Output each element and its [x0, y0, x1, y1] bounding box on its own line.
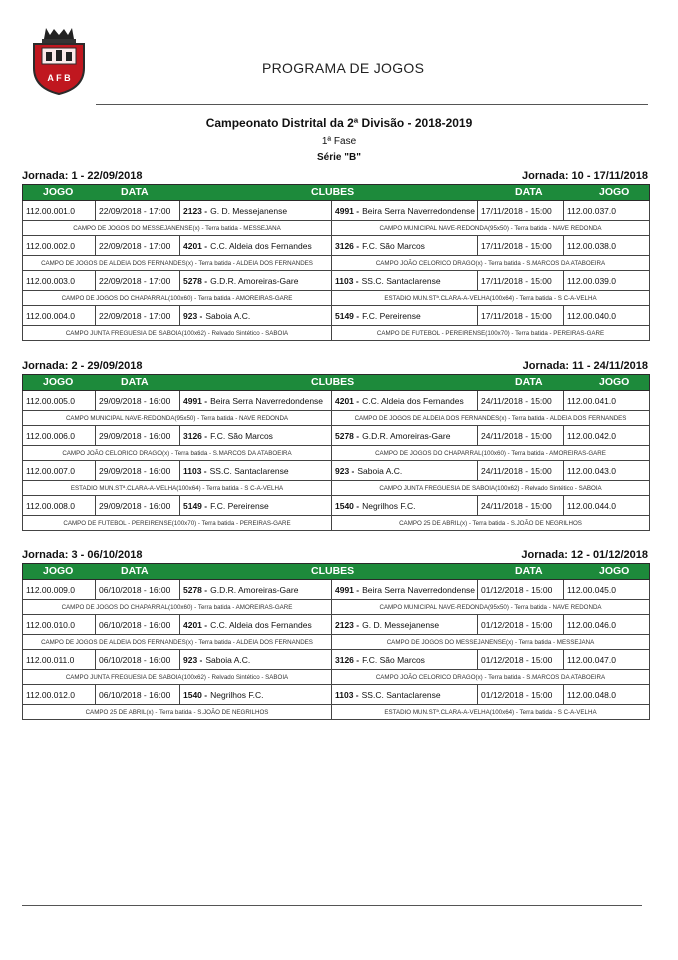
match-row — [23, 271, 649, 291]
match-date-home: 22/09/2018 - 17:00 — [95, 201, 179, 220]
venue-home: CAMPO JUNTA FREGUESIA DE SABOIA(100x62) - Relvado Sintético - SABOIA — [65, 329, 289, 337]
venue-row — [23, 705, 649, 719]
home-club-code: 5149 - — [183, 500, 208, 511]
venue-return: CAMPO JOÃO CELORICO DRAGO(x) - Terra batida - S.MARCOS DA ATABOEIRA — [331, 256, 649, 270]
match-date-return: 17/11/2018 - 15:00 — [477, 271, 563, 290]
away-club-name: F.C. Pereirense — [362, 310, 421, 321]
home-club-name: Beira Serra Naverredondense — [210, 395, 324, 406]
match-number-return: 112.00.041.0 — [563, 391, 649, 410]
column-header-bar — [22, 374, 650, 391]
match-date-home: 06/10/2018 - 16:00 — [95, 580, 179, 599]
match-number-home: 112.00.010.0 — [26, 619, 75, 630]
away-club — [331, 236, 477, 255]
venue-row — [23, 446, 649, 461]
away-club-name: Beira Serra Naverredondense — [362, 205, 476, 216]
match-number-return: 112.00.043.0 — [563, 461, 649, 480]
match-row — [23, 615, 649, 635]
venue-row — [23, 600, 649, 615]
away-club-code: 4991 - — [335, 205, 360, 216]
match-number-home: 112.00.009.0 — [26, 584, 75, 595]
venue-row — [23, 256, 649, 271]
match-row — [23, 306, 649, 326]
home-club-name: C.C. Aldeia dos Fernandes — [210, 619, 312, 630]
away-club-name: SS.C. Santaclarense — [361, 689, 441, 700]
home-club-code: 923 - — [183, 310, 203, 321]
away-club — [331, 580, 477, 599]
away-club-code: 3126 - — [335, 654, 360, 665]
home-club-code: 1540 - — [183, 689, 208, 700]
home-club-code: 4201 - — [183, 240, 208, 251]
footer-divider — [22, 905, 642, 906]
away-club-code: 1103 - — [335, 689, 359, 700]
match-row — [23, 580, 649, 600]
col-data-right: DATA — [515, 186, 543, 198]
match-date-return: 17/11/2018 - 15:00 — [477, 201, 563, 220]
venue-return: ESTADIO MUN.STª.CLARA-A-VELHA(100x64) - Terra batida - S C-A-VELHA — [331, 705, 649, 719]
home-club-name: SS.C. Santaclarense — [209, 465, 289, 476]
away-club — [331, 461, 477, 480]
match-number-return: 112.00.046.0 — [563, 615, 649, 634]
match-table — [22, 391, 650, 531]
venue-home: CAMPO 25 DE ABRIL(x) - Terra batida - S.JOÃO DE NEGRILHOS — [85, 708, 269, 716]
home-club-code: 1103 - — [183, 465, 207, 476]
match-row — [23, 685, 649, 705]
match-table — [22, 201, 650, 341]
home-club-name: Saboia A.C. — [205, 310, 251, 321]
match-date-return: 01/12/2018 - 15:00 — [477, 685, 563, 704]
competition-serie: Série "B" — [317, 152, 361, 163]
away-club — [331, 650, 477, 669]
match-date-home: 06/10/2018 - 16:00 — [95, 650, 179, 669]
round-block — [22, 547, 650, 720]
away-club-name: G. D. Messejanense — [362, 619, 440, 630]
home-club-name: G. D. Messejanense — [210, 205, 288, 216]
home-club-name: G.D.R. Amoreiras-Gare — [210, 275, 299, 286]
home-club — [179, 271, 331, 290]
venue-home: CAMPO DE JOGOS DO CHAPARRAL(100x60) - Terra batida - AMOREIRAS-GARE — [61, 603, 293, 611]
venue-row — [23, 635, 649, 650]
away-club — [331, 306, 477, 325]
match-date-home: 29/09/2018 - 16:00 — [95, 391, 179, 410]
venue-return: ESTADIO MUN.STª.CLARA-A-VELHA(100x64) - Terra batida - S C-A-VELHA — [331, 291, 649, 305]
venue-row — [23, 291, 649, 306]
svg-text:A F B: A F B — [47, 73, 71, 83]
match-number-return: 112.00.047.0 — [563, 650, 649, 669]
venue-home: CAMPO DE JOGOS DE ALDEIA DOS FERNANDES(x) - Terra batida - ALDEIA DOS FERNANDES — [41, 259, 313, 267]
home-club-name: F.C. Pereirense — [210, 500, 269, 511]
match-number-return: 112.00.039.0 — [563, 271, 649, 290]
col-clubes: CLUBES — [311, 565, 355, 577]
match-number-home: 112.00.006.0 — [26, 430, 75, 441]
venue-return: CAMPO DE JOGOS DE ALDEIA DOS FERNANDES(x) - Terra batida - ALDEIA DOS FERNANDES — [331, 411, 649, 425]
match-date-return: 24/11/2018 - 15:00 — [477, 496, 563, 515]
home-club-code: 4991 - — [183, 395, 208, 406]
match-date-home: 29/09/2018 - 16:00 — [95, 461, 179, 480]
away-club-code: 5278 - — [335, 430, 360, 441]
home-club-code: 5278 - — [183, 275, 208, 286]
round-right-label: Jornada: 11 - 24/11/2018 — [522, 360, 648, 372]
match-date-home: 22/09/2018 - 17:00 — [95, 236, 179, 255]
match-date-return: 01/12/2018 - 15:00 — [477, 580, 563, 599]
venue-return: CAMPO DE FUTEBOL - PEREIRENSE(100x70) - Terra batida - PEREIRAS-GARE — [331, 326, 649, 340]
match-number-home: 112.00.005.0 — [26, 395, 75, 406]
match-number-home: 112.00.002.0 — [26, 240, 75, 251]
venue-row — [23, 411, 649, 426]
round-block — [22, 168, 650, 341]
away-club-code: 1540 - — [335, 500, 360, 511]
venue-row — [23, 516, 649, 530]
match-number-return: 112.00.040.0 — [563, 306, 649, 325]
venue-home: CAMPO DE JOGOS DE ALDEIA DOS FERNANDES(x) - Terra batida - ALDEIA DOS FERNANDES — [41, 638, 313, 646]
match-date-return: 17/11/2018 - 15:00 — [477, 306, 563, 325]
match-date-return: 24/11/2018 - 15:00 — [477, 391, 563, 410]
venue-return: CAMPO JOÃO CELORICO DRAGO(x) - Terra batida - S.MARCOS DA ATABOEIRA — [331, 670, 649, 684]
away-club-name: G.D.R. Amoreiras-Gare — [362, 430, 451, 441]
col-jogo-right: JOGO — [599, 565, 630, 577]
match-number-home: 112.00.003.0 — [26, 275, 75, 286]
home-club-code: 3126 - — [183, 430, 208, 441]
home-club — [179, 201, 331, 220]
away-club-name: Beira Serra Naverredondense — [362, 584, 476, 595]
match-date-home: 22/09/2018 - 17:00 — [95, 306, 179, 325]
match-number-home: 112.00.001.0 — [26, 205, 75, 216]
round-header — [22, 168, 650, 184]
match-row — [23, 496, 649, 516]
home-club — [179, 236, 331, 255]
col-data-right: DATA — [515, 565, 543, 577]
col-clubes: CLUBES — [311, 376, 355, 388]
round-left-label: Jornada: 3 - 06/10/2018 — [22, 549, 143, 561]
round-block — [22, 358, 650, 531]
match-row — [23, 650, 649, 670]
match-date-home: 29/09/2018 - 16:00 — [95, 496, 179, 515]
col-data-left: DATA — [121, 376, 149, 388]
home-club-name: G.D.R. Amoreiras-Gare — [210, 584, 299, 595]
match-number-home: 112.00.007.0 — [26, 465, 75, 476]
away-club-code: 4201 - — [335, 395, 360, 406]
round-right-label: Jornada: 10 - 17/11/2018 — [522, 170, 648, 182]
match-number-return: 112.00.044.0 — [563, 496, 649, 515]
match-date-return: 24/11/2018 - 15:00 — [477, 461, 563, 480]
match-date-return: 01/12/2018 - 15:00 — [477, 650, 563, 669]
home-club — [179, 650, 331, 669]
venue-row — [23, 221, 649, 236]
match-number-home: 112.00.008.0 — [26, 500, 75, 511]
home-club — [179, 685, 331, 704]
venue-home: CAMPO DE FUTEBOL - PEREIRENSE(100x70) - Terra batida - PEREIRAS-GARE — [63, 519, 291, 527]
away-club-name: F.C. São Marcos — [362, 240, 425, 251]
venue-row — [23, 326, 649, 340]
home-club-code: 2123 - — [183, 205, 208, 216]
away-club-code: 4991 - — [335, 584, 360, 595]
venue-home: CAMPO DE JOGOS DO MESSEJANENSE(x) - Terra batida - MESSEJANA — [73, 224, 281, 232]
match-number-home: 112.00.012.0 — [26, 689, 75, 700]
match-number-return: 112.00.038.0 — [563, 236, 649, 255]
page-title: PROGRAMA DE JOGOS — [262, 60, 425, 76]
match-date-home: 29/09/2018 - 16:00 — [95, 426, 179, 445]
match-row — [23, 461, 649, 481]
round-header — [22, 547, 650, 563]
venue-return: CAMPO DE JOGOS DO MESSEJANENSE(x) - Terra batida - MESSEJANA — [331, 635, 649, 649]
match-row — [23, 201, 649, 221]
venue-return: CAMPO MUNICIPAL NAVE-REDONDA(95x50) - Terra batida - NAVE REDONDA — [331, 600, 649, 614]
away-club — [331, 496, 477, 515]
col-clubes: CLUBES — [311, 186, 355, 198]
column-header-bar — [22, 184, 650, 201]
match-number-home: 112.00.004.0 — [26, 310, 75, 321]
match-number-return: 112.00.045.0 — [563, 580, 649, 599]
home-club — [179, 426, 331, 445]
home-club — [179, 580, 331, 599]
venue-home: CAMPO MUNICIPAL NAVE-REDONDA(95x50) - Terra batida - NAVE REDONDA — [65, 414, 289, 422]
match-row — [23, 236, 649, 256]
away-club-code: 2123 - — [335, 619, 360, 630]
venue-return: CAMPO DE JOGOS DO CHAPARRAL(100x60) - Terra batida - AMOREIRAS-GARE — [331, 446, 649, 460]
round-left-label: Jornada: 2 - 29/09/2018 — [22, 360, 143, 372]
col-jogo-right: JOGO — [599, 186, 630, 198]
match-number-return: 112.00.042.0 — [563, 426, 649, 445]
home-club-code: 5278 - — [183, 584, 208, 595]
away-club — [331, 201, 477, 220]
col-jogo-right: JOGO — [599, 376, 630, 388]
match-number-home: 112.00.011.0 — [26, 654, 75, 665]
venue-return: CAMPO JUNTA FREGUESIA DE SABOIA(100x62) - Relvado Sintético - SABOIA — [331, 481, 649, 495]
afb-logo — [26, 26, 92, 96]
match-date-home: 06/10/2018 - 16:00 — [95, 615, 179, 634]
header-divider — [96, 104, 648, 105]
home-club-name: Negrilhos F.C. — [210, 689, 264, 700]
home-club — [179, 461, 331, 480]
match-table — [22, 580, 650, 720]
home-club — [179, 615, 331, 634]
col-jogo-left: JOGO — [43, 186, 74, 198]
competition-phase: 1ª Fase — [321, 136, 357, 147]
away-club-code: 5149 - — [335, 310, 360, 321]
venue-home: ESTADIO MUN.STª.CLARA-A-VELHA(100x64) - Terra batida - S C-A-VELHA — [70, 484, 284, 492]
home-club-code: 4201 - — [183, 619, 208, 630]
home-club-code: 923 - — [183, 654, 203, 665]
match-date-return: 17/11/2018 - 15:00 — [477, 236, 563, 255]
match-number-return: 112.00.037.0 — [563, 201, 649, 220]
away-club-name: SS.C. Santaclarense — [361, 275, 441, 286]
match-date-return: 01/12/2018 - 15:00 — [477, 615, 563, 634]
away-club — [331, 615, 477, 634]
match-date-home: 06/10/2018 - 16:00 — [95, 685, 179, 704]
away-club-name: F.C. São Marcos — [362, 654, 425, 665]
competition-title: Campeonato Distrital da 2ª Divisão - 2018-2019 — [205, 116, 473, 130]
col-jogo-left: JOGO — [43, 565, 74, 577]
away-club-code: 3126 - — [335, 240, 360, 251]
home-club-name: F.C. São Marcos — [210, 430, 273, 441]
home-club — [179, 306, 331, 325]
home-club-name: Saboia A.C. — [205, 654, 251, 665]
away-club-code: 1103 - — [335, 275, 359, 286]
away-club — [331, 391, 477, 410]
venue-return: CAMPO 25 DE ABRIL(x) - Terra batida - S.JOÃO DE NEGRILHOS — [331, 516, 649, 530]
away-club-name: C.C. Aldeia dos Fernandes — [362, 395, 464, 406]
col-data-right: DATA — [515, 376, 543, 388]
match-row — [23, 426, 649, 446]
venue-home: CAMPO JUNTA FREGUESIA DE SABOIA(100x62) - Relvado Sintético - SABOIA — [65, 673, 289, 681]
match-date-return: 24/11/2018 - 15:00 — [477, 426, 563, 445]
away-club — [331, 271, 477, 290]
home-club — [179, 496, 331, 515]
home-club-name: C.C. Aldeia dos Fernandes — [210, 240, 312, 251]
home-club — [179, 391, 331, 410]
venue-home: CAMPO DE JOGOS DO CHAPARRAL(100x60) - Terra batida - AMOREIRAS-GARE — [61, 294, 293, 302]
match-date-home: 22/09/2018 - 17:00 — [95, 271, 179, 290]
venue-return: CAMPO MUNICIPAL NAVE-REDONDA(95x50) - Terra batida - NAVE REDONDA — [331, 221, 649, 235]
round-right-label: Jornada: 12 - 01/12/2018 — [521, 549, 648, 561]
round-header — [22, 358, 650, 374]
column-header-bar — [22, 563, 650, 580]
col-jogo-left: JOGO — [43, 376, 74, 388]
away-club-code: 923 - — [335, 465, 355, 476]
venue-row — [23, 670, 649, 685]
away-club-name: Negrilhos F.C. — [362, 500, 416, 511]
match-number-return: 112.00.048.0 — [563, 685, 649, 704]
venue-row — [23, 481, 649, 496]
away-club — [331, 426, 477, 445]
away-club — [331, 685, 477, 704]
col-data-left: DATA — [121, 565, 149, 577]
venue-home: CAMPO JOÃO CELORICO DRAGO(x) - Terra batida - S.MARCOS DA ATABOEIRA — [62, 449, 292, 457]
away-club-name: Saboia A.C. — [357, 465, 403, 476]
match-row — [23, 391, 649, 411]
round-left-label: Jornada: 1 - 22/09/2018 — [22, 170, 143, 182]
col-data-left: DATA — [121, 186, 149, 198]
